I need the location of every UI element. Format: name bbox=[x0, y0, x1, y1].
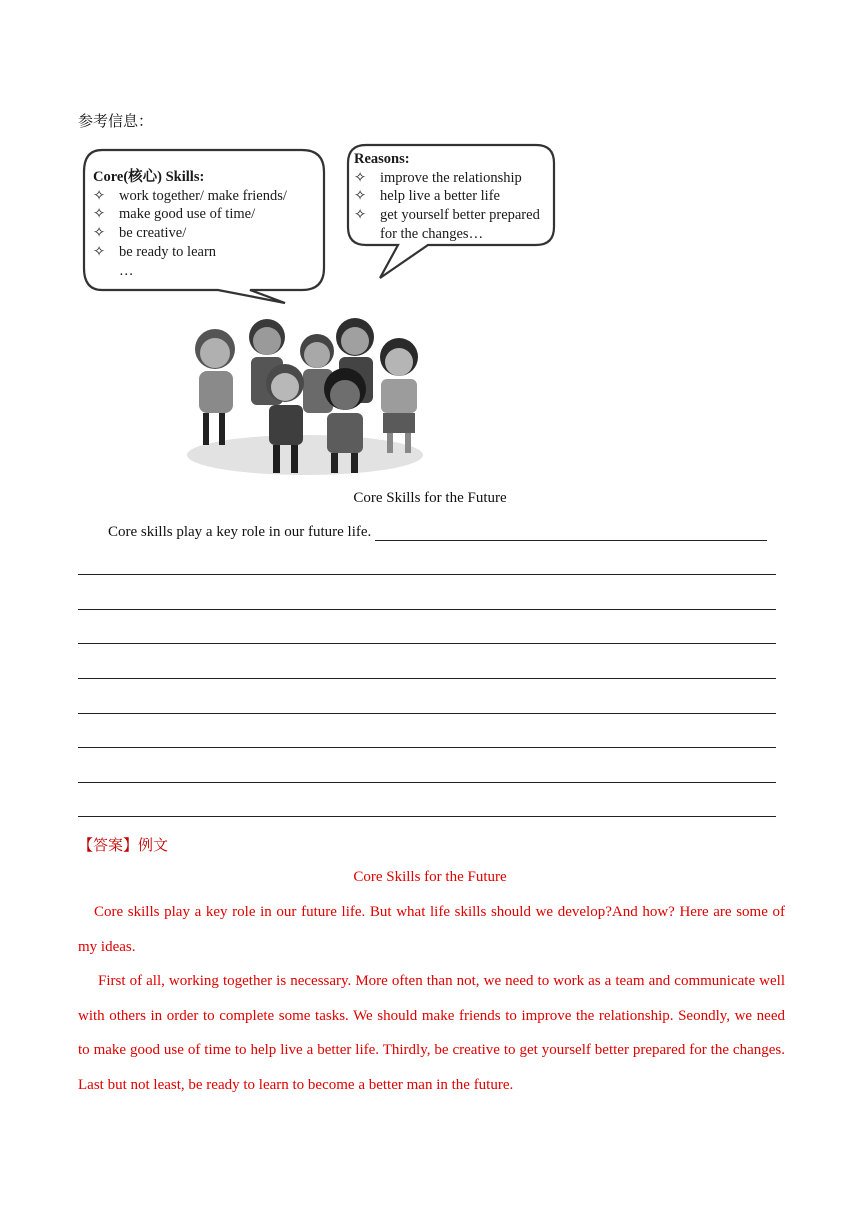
core-skills-heading: Core(核心) Skills: bbox=[93, 169, 205, 185]
reasons-heading: Reasons: bbox=[354, 151, 410, 167]
list-ellipsis: … bbox=[119, 262, 134, 279]
list-item: ✧ be creative/ bbox=[93, 225, 187, 242]
list-item: ✧ help live a better life bbox=[354, 188, 500, 205]
star-bullet-icon: ✧ bbox=[93, 243, 106, 260]
answer-title: Core Skills for the Future bbox=[353, 869, 507, 885]
star-bullet-icon: ✧ bbox=[93, 225, 106, 242]
writing-line[interactable] bbox=[78, 678, 776, 679]
star-bullet-icon: ✧ bbox=[354, 169, 367, 186]
task-title: Core Skills for the Future bbox=[353, 490, 507, 506]
writing-line[interactable] bbox=[78, 713, 776, 714]
task-lead-line bbox=[108, 524, 767, 541]
writing-line[interactable] bbox=[78, 574, 776, 575]
writing-line[interactable] bbox=[78, 816, 776, 817]
list-item: ✧ get yourself better prepared bbox=[354, 207, 540, 224]
answer-paragraph-1: Core skills play a key role in our future life. But what life skills should we develop?And how? Here are some of my ideas. bbox=[78, 904, 785, 955]
list-item: for the changes… bbox=[380, 225, 484, 242]
reference-label: 参考信息： bbox=[78, 112, 154, 130]
writing-line[interactable] bbox=[78, 609, 776, 610]
writing-line[interactable] bbox=[78, 643, 776, 644]
core-skills-bubble bbox=[93, 168, 287, 280]
star-bullet-icon: ✧ bbox=[354, 188, 367, 205]
lead-sentence: Core skills play a key role in our future life. bbox=[108, 524, 372, 540]
star-bullet-icon: ✧ bbox=[93, 187, 106, 204]
writing-line[interactable] bbox=[78, 782, 776, 783]
star-bullet-icon: ✧ bbox=[93, 206, 106, 223]
writing-blank[interactable] bbox=[375, 526, 767, 541]
list-item: ✧ improve the relationship bbox=[354, 169, 522, 186]
list-item: ✧ work together/ make friends/ bbox=[93, 187, 287, 204]
star-bullet-icon: ✧ bbox=[354, 207, 367, 224]
children-illustration bbox=[185, 305, 430, 477]
reasons-bubble bbox=[354, 150, 540, 244]
answer-paragraph-2: First of all, working together is necessary. More often than not, we need to work as a team and communicate well with others in order to complete some tasks. We should make friends to improve the relationship. Seondly, we need to make good use of time to help live a better life. Thirdly, be creative to get yourself better prepared for the changes. Last but not least, be ready to learn to become a better man in the future. bbox=[78, 973, 785, 1093]
answer-tag: 【答案】例文 bbox=[78, 836, 169, 854]
list-item: ✧ be ready to learn bbox=[93, 243, 217, 260]
list-item: ✧ make good use of time/ bbox=[93, 206, 256, 223]
writing-line[interactable] bbox=[78, 747, 776, 748]
